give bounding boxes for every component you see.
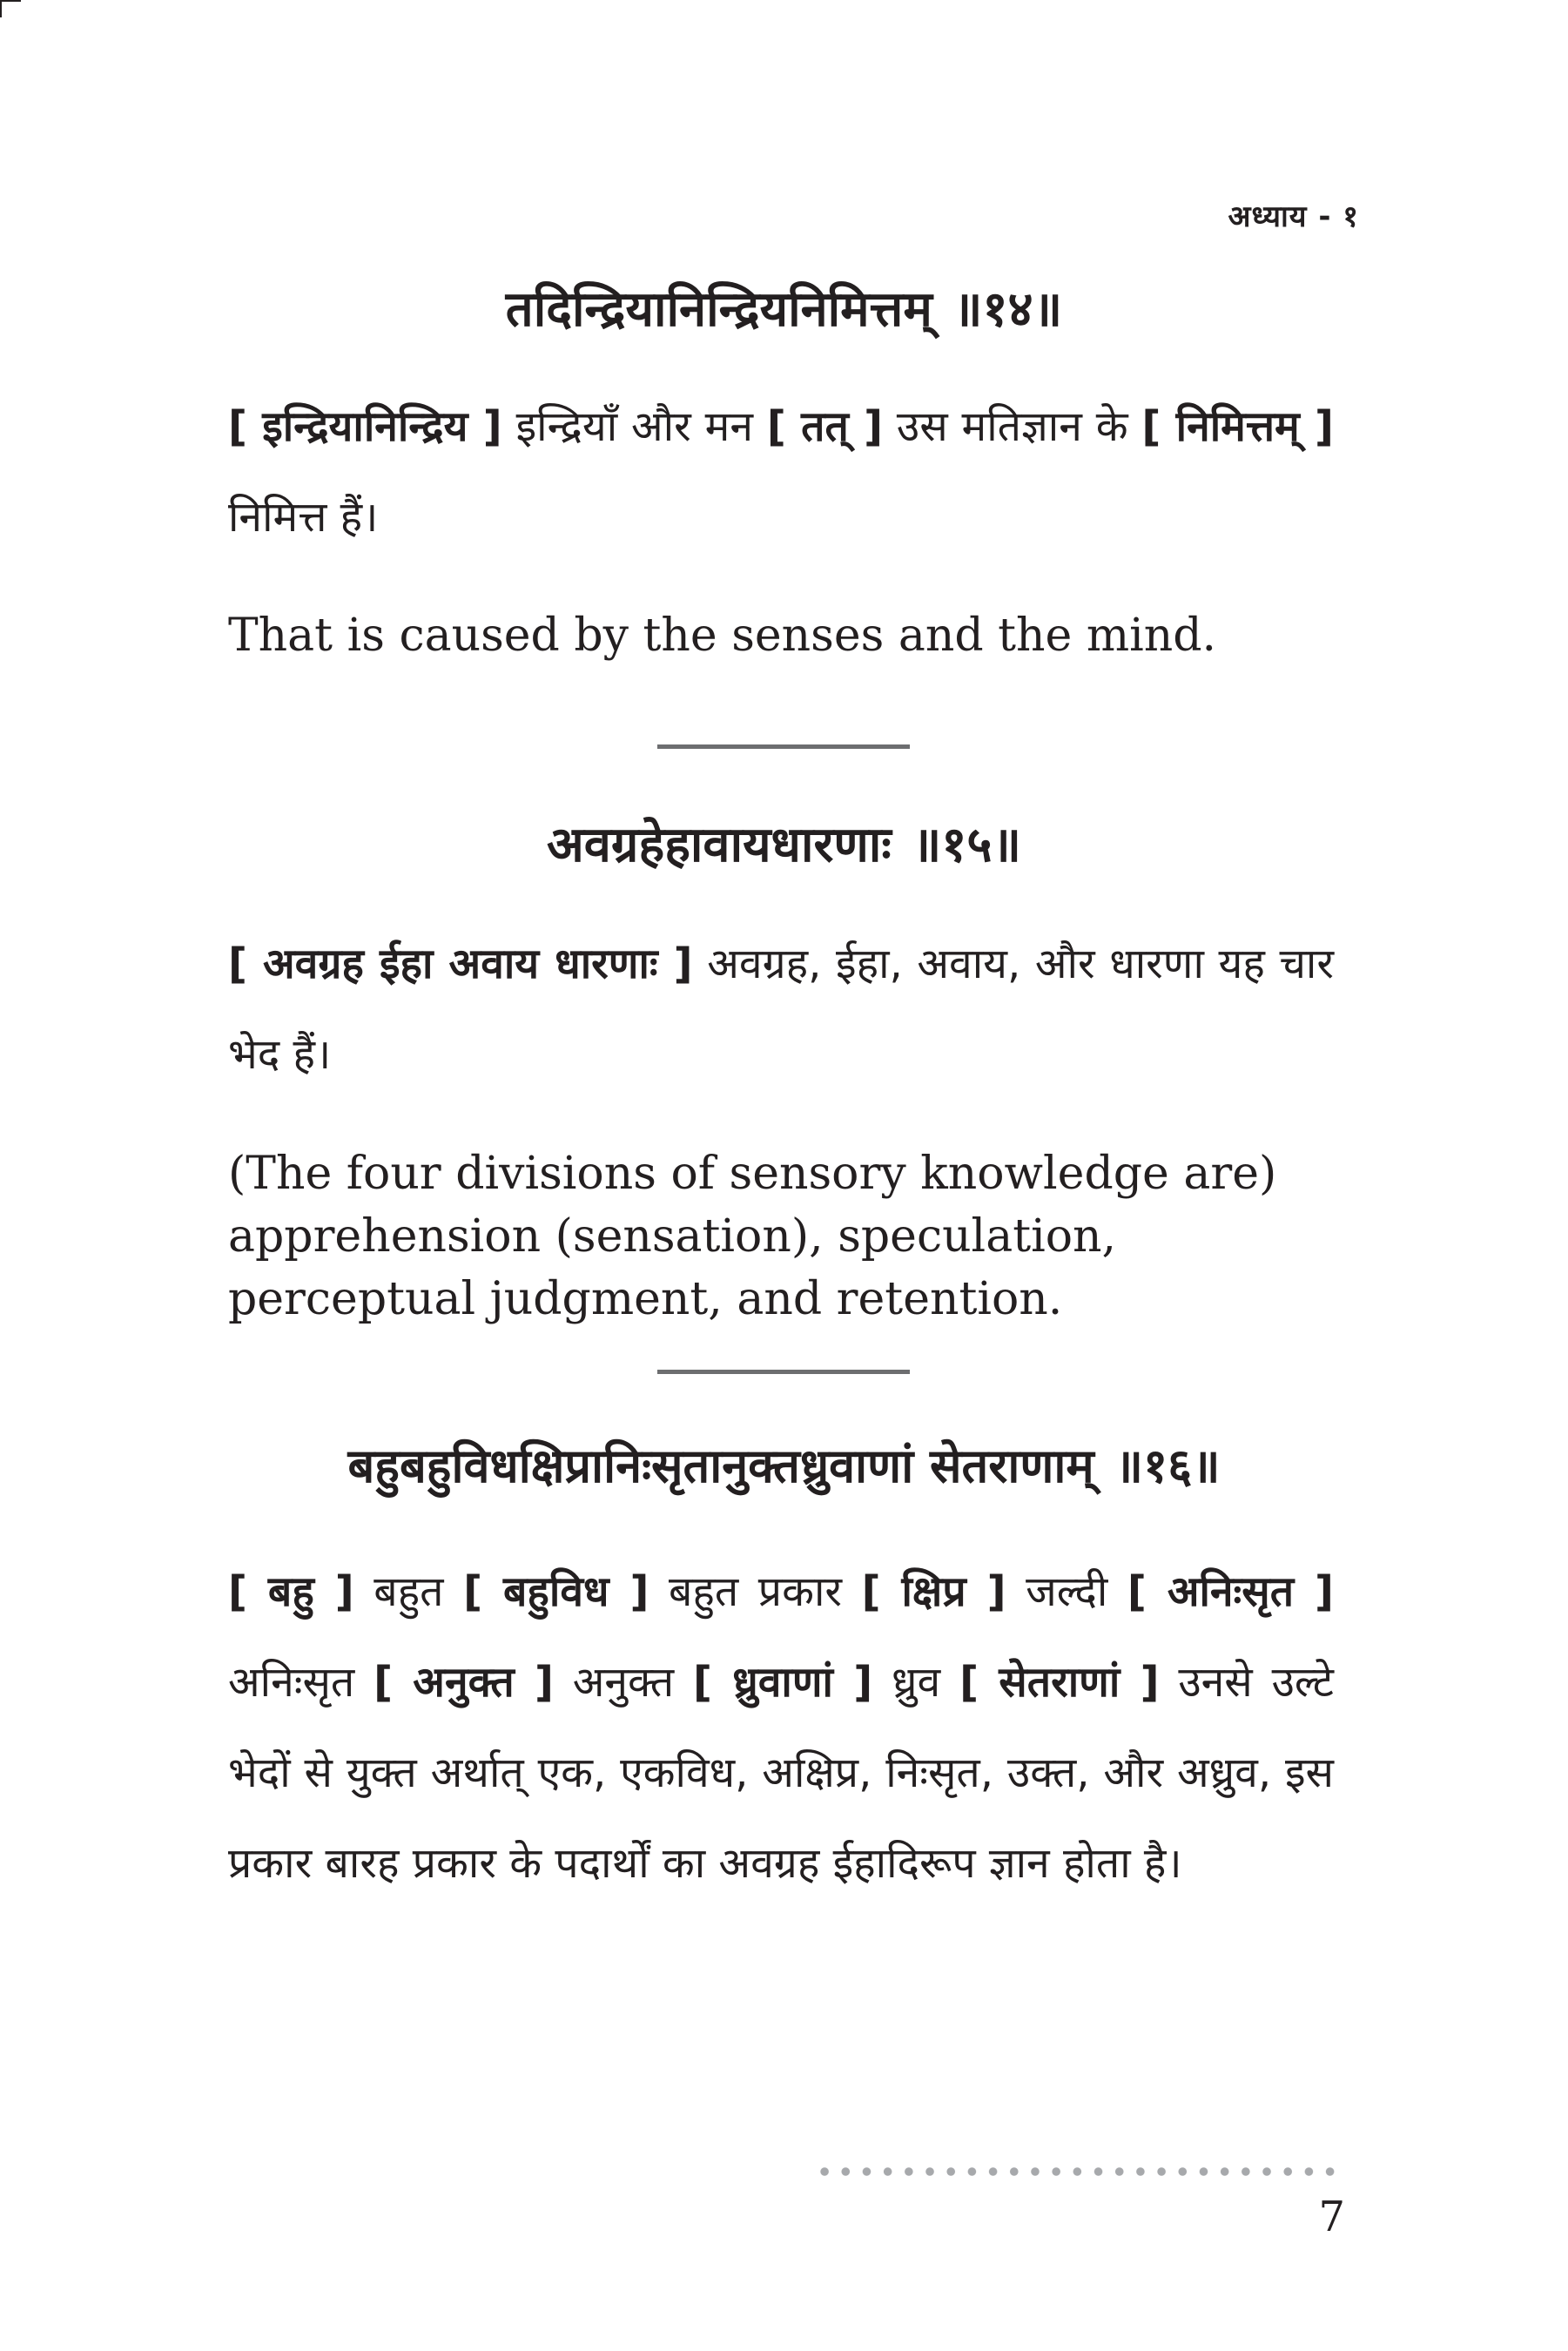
sutra-14-english: That is caused by the senses and the mind. (228, 610, 1217, 662)
gloss-term: [ तत् ] (766, 402, 884, 451)
gloss-meaning: उस मतिज्ञान के (883, 402, 1142, 451)
gloss-meaning: अनुक्त (553, 1658, 693, 1707)
footer-dotted-rule (814, 2166, 1341, 2177)
section-divider (657, 744, 910, 749)
section-divider (657, 1370, 910, 1374)
gloss-meaning: इन्द्रियाँ और मन (501, 402, 767, 451)
sutra-16-gloss (228, 1546, 1334, 1909)
sutra-title: बहुबहुविधक्षिप्रानिःसृतानुक्तध्रुवाणां सेतराणाम् (347, 1438, 1094, 1493)
gloss-meaning: अवग्रह, ईहा, अवाय, और धारणा यह चार भेद हैं। (228, 940, 1334, 1079)
sutra-15-english: (The four divisions of sensory knowledge are) apprehension (sensation), speculation, perceptual judgment, and retention. (228, 1148, 1277, 1325)
sutra-title: तदिन्द्रियानिन्द्रियनिमित्तम् (505, 281, 932, 338)
gloss-meaning: जल्दी (1006, 1567, 1127, 1616)
gloss-term: [ ध्रुवाणां ] (692, 1658, 873, 1707)
gloss-term: [ क्षिप्र ] (861, 1567, 1006, 1616)
gloss-meaning: उनसे उल्टे भेदों से युक्त अर्थात् एक, एकविध, अक्षिप्र, निःसृत, उक्त, और अध्रुव, इस प्रकार बारह प्रकार के पदार्थों का अवग्रह ईहादिरूप ज्ञान होता है। (228, 1658, 1335, 1888)
sutra-title: अवग्रहेहावायधारणाः (546, 817, 892, 873)
page-number: 7 (1318, 2193, 1345, 2241)
gloss-term: [ अवग्रह ईहा अवाय धारणाः ] (228, 940, 693, 988)
gloss-term: [ अनुक्त ] (373, 1658, 554, 1707)
gloss-term: [ निमित्तम् ] (1141, 402, 1334, 451)
gloss-meaning: निमित्त हैं। (228, 493, 379, 542)
gloss-term: [ इन्द्रियानिन्द्रिय ] (228, 402, 502, 451)
sutra-15-heading (0, 810, 1568, 876)
gloss-meaning: बहुत प्रकार (649, 1567, 862, 1616)
crop-mark (0, 0, 21, 17)
sutra-number: ॥१४॥ (952, 281, 1063, 338)
gloss-meaning: अनिःसृत (228, 1658, 374, 1707)
sutra-number: ॥१५॥ (912, 817, 1022, 873)
gloss-term: [ बहुविध ] (463, 1567, 649, 1616)
gloss-term: [ अनिःसृत ] (1127, 1567, 1334, 1616)
sutra-number: ॥१६॥ (1114, 1438, 1221, 1493)
running-head: अध्याय - १ (1228, 199, 1359, 234)
gloss-term: [ सेतराणां ] (959, 1658, 1160, 1707)
gloss-meaning: बहुत (353, 1567, 464, 1616)
sutra-15-gloss (228, 919, 1334, 1100)
sutra-16-heading (0, 1431, 1568, 1496)
sutra-14-heading (0, 274, 1568, 340)
sutra-14-gloss (228, 381, 1334, 562)
gloss-term: [ बहु ] (228, 1567, 354, 1616)
gloss-meaning: ध्रुव (872, 1658, 960, 1707)
